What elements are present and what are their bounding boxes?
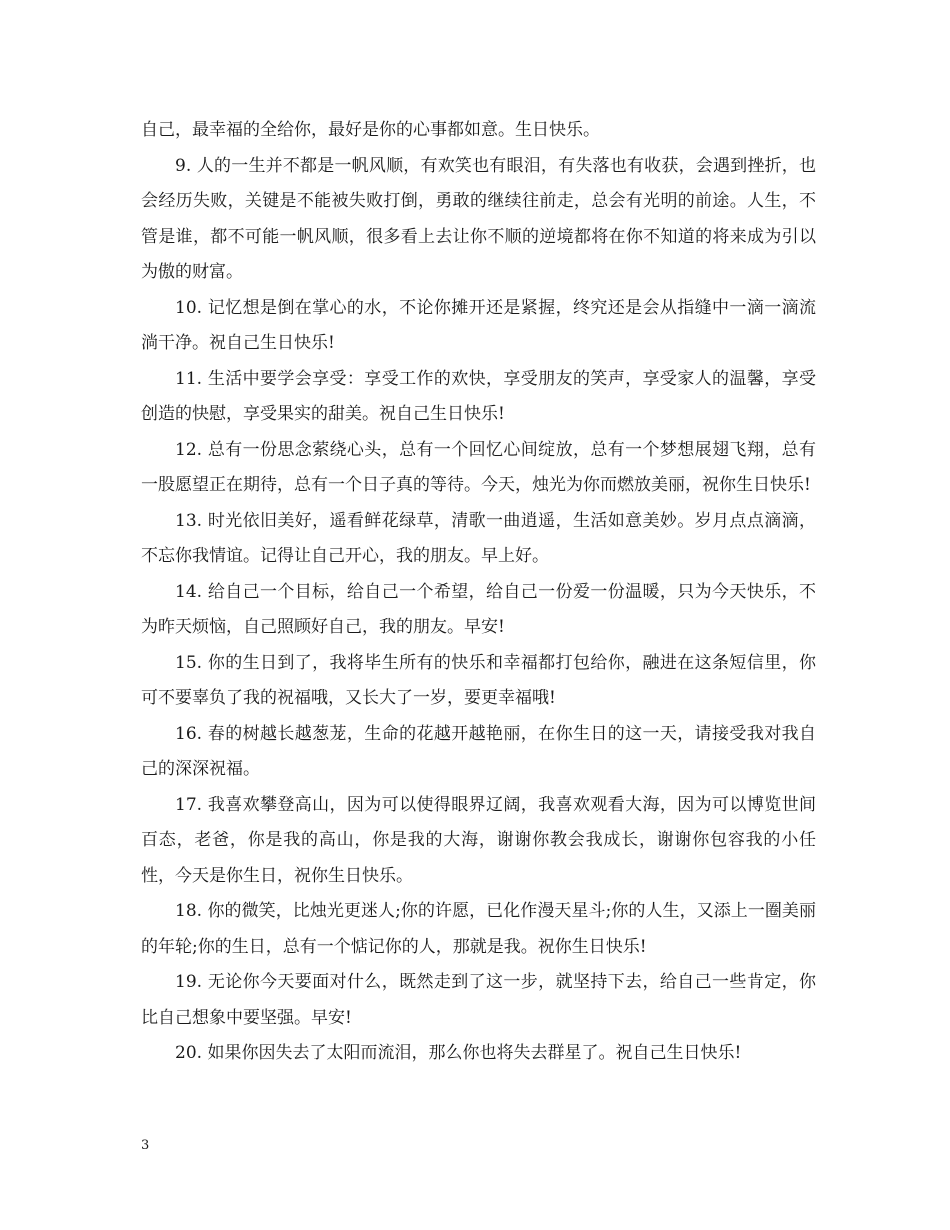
paragraph-item-16: 16. 春的树越长越葱茏，生命的花越开越艳丽，在你生日的这一天，请接受我对我自己的深深祝福。	[141, 723, 816, 779]
paragraph-item-17: 17. 我喜欢攀登高山，因为可以使得眼界辽阔，我喜欢观看大海，因为可以博览世间百态，老爸，你是我的高山，你是我的大海，谢谢你教会我成长，谢谢你包容我的小任性，今天是你生日，祝你生日快乐。	[141, 794, 816, 886]
paragraph-item-19: 19. 无论你今天要面对什么，既然走到了这一步，就坚持下去，给自己一些肯定，你比自己想象中要坚强。早安!	[141, 972, 816, 1028]
page-number: 3	[141, 1138, 150, 1153]
paragraph-item-14: 14. 给自己一个目标，给自己一个希望，给自己一份爱一份温暖，只为今天快乐，不为昨天烦恼，自己照顾好自己，我的朋友。早安!	[141, 581, 816, 637]
paragraph-item-12: 12. 总有一份思念萦绕心头，总有一个回忆心间绽放，总有一个梦想展翅飞翔，总有一股愿望正在期待，总有一个日子真的等待。今天，烛光为你而燃放美丽，祝你生日快乐!	[141, 439, 816, 495]
paragraph-continuation: 自己，最幸福的全给你，最好是你的心事都如意。生日快乐。	[141, 120, 600, 140]
paragraph-item-13: 13. 时光依旧美好，遥看鲜花绿草，清歌一曲逍遥，生活如意美妙。岁月点点滴滴，不忘你我情谊。记得让自己开心，我的朋友。早上好。	[141, 510, 816, 566]
paragraph-item-18: 18. 你的微笑，比烛光更迷人;你的许愿，已化作漫天星斗;你的人生，又添上一圈美丽的年轮;你的生日，总有一个惦记你的人，那就是我。祝你生日快乐!	[141, 901, 816, 957]
paragraph-item-9: 9. 人的一生并不都是一帆风顺，有欢笑也有眼泪，有失落也有收获，会遇到挫折，也会经历失败，关键是不能被失败打倒，勇敢的继续往前走，总会有光明的前途。人生，不管是谁，都不可能一帆风顺，很多看上去让你不顺的逆境都将在你不知道的将来成为引以为傲的财富。	[141, 155, 816, 282]
paragraph-item-10: 10. 记忆想是倒在掌心的水，不论你摊开还是紧握，终究还是会从指缝中一滴一滴流淌干净。祝自己生日快乐!	[141, 297, 816, 353]
document-body	[141, 113, 816, 1072]
paragraph-item-11: 11. 生活中要学会享受：享受工作的欢快，享受朋友的笑声，享受家人的温馨，享受创造的快慰，享受果实的甜美。祝自己生日快乐!	[141, 368, 816, 424]
paragraph-item-15: 15. 你的生日到了，我将毕生所有的快乐和幸福都打包给你，融进在这条短信里，你可不要辜负了我的祝福哦，又长大了一岁，要更幸福哦!	[141, 652, 816, 708]
paragraph-item-20: 20. 如果你因失去了太阳而流泪，那么你也将失去群星了。祝自己生日快乐!	[175, 1043, 742, 1063]
